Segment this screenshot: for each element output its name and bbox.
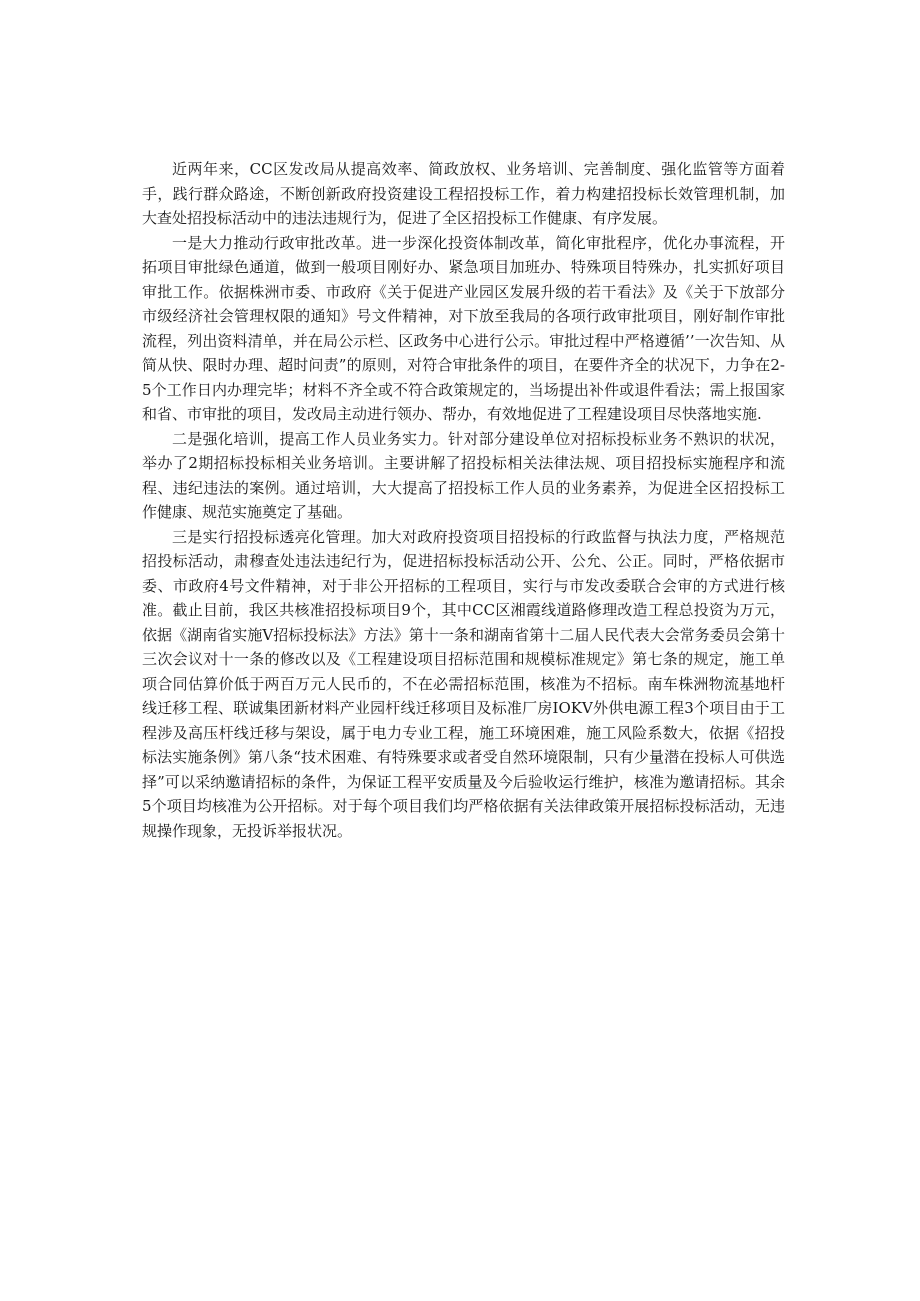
paragraph-training: 二是强化培训，提高工作人员业务实力。针对部分建设单位对招标投标业务不熟识的状况，举办了2期招标投标相关业务培训。主要讲解了招投标相关法律法规、项目招投标实施程序和流程、违纪违法的案例。通过培训，大大提高了招投标工作人员的业务素养，为促进全区招投标工作健康、规范实施奠定了基础。 [142, 429, 785, 521]
paragraph-intro: 近两年来，CC区发改局从提高效率、简政放权、业务培训、完善制度、强化监管等方面着手，践行群众路途，不断创新政府投资建设工程招投标工作，着力构建招投标长效管理机制，加大查处招投标活动中的违法违规行为，促进了全区招投标工作健康、有序发展。 [142, 160, 785, 227]
paragraph-approval-reform: 一是大力推动行政审批改革。进一步深化投资体制改革，简化审批程序，优化办事流程，开拓项目审批绿色通道，做到一般项目刚好办、紧急项目加班办、特殊项目特殊办，扎实抓好项目审批工作。依据株洲市委、市政府《关于促进产业园区发展升级的若干看法》及《关于下放部分市级经济社会管理权限的通知》号文件精神，对下放至我局的各项行政审批项目，刚好制作审批流程，列出资料清单，并在局公示栏、区政务中心进行公示。审批过程中严格遵循’’一次告知、从简从快、限时办理、超时问责”的原则，对符合审批条件的项目，在要件齐全的状况下，力争在2-5个工作日内办理完毕；材料不齐全或不符合政策规定的，当场提出补件或退件看法；需上报国家和省、市审批的项目，发改局主动进行领办、帮办，有效地促进了工程建设项目尽快落地实施. [142, 233, 785, 423]
document-body [142, 157, 785, 843]
paragraph-transparency: 三是实行招投标透亮化管理。加大对政府投资项目招投标的行政监督与执法力度，严格规范招投标活动，肃穆查处违法违纪行为，促进招标投标活动公开、公允、公正。同时，严格依据市委、市政府4号文件精神，对于非公开招标的工程项目，实行与市发改委联合会审的方式进行核准。截止目前，我区共核准招投标项目9个，其中CC区湘霞线道路修理改造工程总投资为万元，依据《湖南省实施Ⅴ招标投标法》方法》第十一条和湖南省第十二届人民代表大会常务委员会第十三次会议对十一条的修改以及《工程建设项目招标范围和规模标准规定》第七条的规定，施工单项合同估算价低于两百万元人民币的，不在必需招标范围，核准为不招标。南车株洲物流基地杆线迁移工程、联诚集团新材料产业园杆线迁移项目及标准厂房IOKV外供电源工程3个项目由于工程涉及高压杆线迁移与架设，属于电力专业工程，施工环境困难，施工风险系数大，依据《招投标法实施条例》第八条“技术困难、有特殊要求或者受自然环境限制，只有少量潜在投标人可供选择”可以采纳邀请招标的条件，为保证工程平安质量及今后验收运行维护，核准为邀请招标。其余5个项目均核准为公开招标。对于每个项目我们均严格依据有关法律政策开展招标投标活动，无违规操作现象，无投诉举报状况。 [142, 527, 785, 840]
